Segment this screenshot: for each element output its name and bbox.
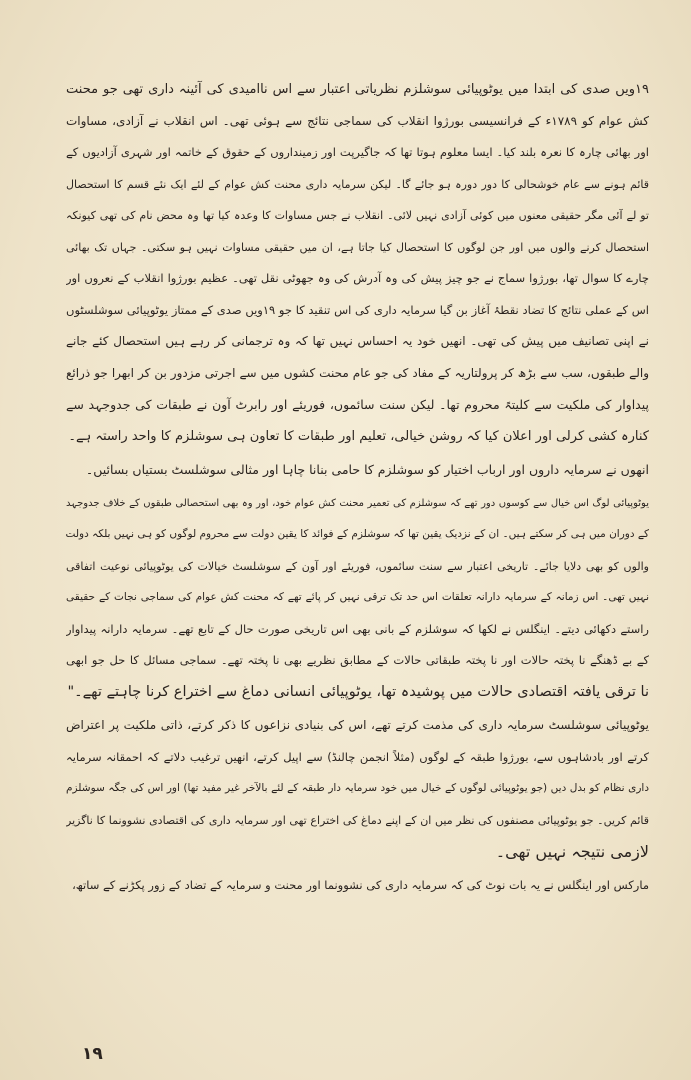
text-line: قائم کریں۔ جو یوٹوپیائی مصنفوں کی نظر میں ان کے اپنے دماغ کی اختراع تھی اور سرمایہ داری کی اقتصادی نشوونما کا ناگزیر — [66, 813, 649, 827]
text-line: نے اپنی تصانیف میں پیش کی تھی۔ انھیں خود یہ احساس نہیں تھا کہ وہ ترجمانی کر رہے ہیں استحصال کئے جانے — [66, 334, 649, 348]
text-line: کش عوام کو ۱۷۸۹ء کے فرانسیسی بورژوا انقلاب کی سماجی نتائج سے ہوئی تھی۔ اس انقلاب نے آزادی، مساوات — [66, 113, 649, 128]
text-line: انھوں نے سرمایہ داروں اور ارباب اختیار کو سوشلزم کا حامی بنانا چاہا اور مثالی سوشلسٹ بستیاں بسائیں۔ — [85, 462, 649, 477]
text-line: کرتے اور بادشاہوں سے، بورژوا طبقہ کے لوگوں (مثلاً انجمن چالنڈ) سے اپیل کرتے، انھیں ترغیب دلاتے کہ احمقانہ سرمایہ — [66, 749, 649, 764]
text-line: تو لے آئی مگر حقیقی معنوں میں کوئی آزادی نہیں لائی۔ انقلاب نے جس مساوات کا وعدہ کیا تھا وہ محض نام کی تھی کیونکہ — [66, 209, 649, 222]
text-line: چارے کا سوال تھا، بورژوا سماج نے جو چیز پیش کی وہ آدرش کی وہ جھوٹی نقل تھی۔ عظیم بورژوا انقلاب کے نعروں اور — [66, 271, 649, 285]
text-line: والوں کو بھی دلایا جائے۔ تاریخی اعتبار سے سنت سائموں، فوریئے اور آون کے سوشلسٹ خیالات کی یوٹوپیائی نوعیت اتفاقی — [66, 559, 649, 573]
text-line: اور بھائی چارہ کا نعرہ بلند کیا۔ ایسا معلوم ہوتا تھا کہ جاگیرپت اور زمینداروں کے حقوق کے خاتمہ اور شہری آزادیوں کے — [66, 145, 649, 159]
text-line: کے دوران میں ہی کر سکتے ہیں۔ ان کے نزدیک یقین تھا کہ سوشلزم کے فوائد کا یقین دولت سے محروم لوگوں کو ہی نہیں بلکہ دولت — [66, 528, 649, 540]
text-line: اس کے عملی نتائج کا تضاد نقطۂ آغاز بن گیا سرمایہ داری کی اس تنقید کا جو ۱۹ویں صدی کے ممتاز یوٹوپیائی سوشلسٹوں — [66, 302, 649, 317]
text-line: پیداوار کی ملکیت سے کلیتہً محروم تھا۔ لیکن سنت سائموں، فوریئے اور رابرٹ آون نے طبقات کی جدوجہد سے — [66, 397, 649, 412]
paragraph — [66, 454, 649, 486]
text-line: یوٹوپیائی لوگ اس خیال سے کوسوں دور تھے کہ سوشلزم کی تعمیر محنت کش عوام خود، اور وہ بھی استحصالی طبقوں کے خلاف جدوجہد — [66, 497, 649, 509]
text-line: یوٹوپیائی سوشلسٹ سرمایہ داری کی مذمت کرتے تھے، اس کی بنیادی نزاعوں کا ذکر کرتے، ذاتی ملکیت پر اعتراض — [66, 718, 649, 732]
page-number: ۱۹ — [82, 1044, 103, 1064]
text-line: لازمی نتیجہ نہیں تھی۔ — [495, 842, 649, 861]
text-line: مارکس اور اینگلس نے یہ بات نوٹ کی کہ سرمایہ داری کی نشوونما اور محنت و سرمایہ کے تضاد کے زور پکڑنے کے ساتھ، — [72, 877, 649, 892]
text-line: راستے دکھائی دیتے۔ اینگلس نے لکھا کہ سوشلزم کے بانی بھی اس تاریخی صورت حال کے تابع تھے۔ سرمایہ دارانہ پیداوار — [66, 621, 649, 636]
text-line: کنارہ کشی کرلی اور اعلان کیا کہ روشن خیالی، تعلیم اور طبقات کا تعاون ہی سوشلزم کا واحد راستہ ہے۔ — [68, 428, 649, 444]
text-line: کے بے ڈھنگے نا پختہ حالات اور نا پختہ طبقاتی حالات کے مطابق نظریے بھی نا پختہ تھے۔ سماجی مسائل کا حل جو ابھی — [66, 653, 649, 667]
paragraph — [66, 488, 649, 709]
paragraph — [66, 870, 649, 902]
paragraph — [66, 74, 649, 452]
text-line: والے طبقوں، سب سے بڑھ کر پرولتاریہ کے مفاد کی جو عام محنت کشوں میں سے اجرتی مزدور بن کر ابھرا جو ذرائع — [66, 365, 649, 380]
text-line: داری نظام کو بدل دیں (جو یوٹوپیائی لوگوں کے خیال میں خود سرمایہ دار طبقہ کے لئے بالآخر غیر مفید تھا) اور اس کی جگہ سوشلزم — [66, 782, 649, 794]
text-line: استحصال کرنے والوں میں اور جن لوگوں کا استحصال کیا جاتا ہے، ان میں حقیقی مساوات نہیں ہو سکتی۔ جہاں تک بھائی — [66, 240, 649, 254]
body-text — [66, 74, 649, 901]
text-line: نہیں تھی۔ اس زمانہ کے سرمایہ دارانہ تعلقات اس حد تک ترقی نہیں کر پائے تھے کہ محنت کش عوام کی سماجی نجات کے حقیقی — [66, 591, 649, 603]
paragraph — [66, 710, 649, 868]
text-line: قائم ہونے سے عام خوشحالی کا دور دورہ ہو جائے گا۔ لیکن سرمایہ داری محنت کش عوام کے لئے ایک نئے قسم کا استحصال — [66, 177, 649, 191]
text-line: نا ترقی یافتہ اقتصادی حالات میں پوشیدہ تھا، یوٹوپیائی انسانی دماغ سے اختراع کرنا چاہتے تھے۔" — [67, 683, 649, 700]
text-line: ۱۹ویں صدی کی ابتدا میں یوٹوپیائی سوشلزم نظریاتی اعتبار سے اس ناامیدی کی آئینہ داری تھی جو محنت — [66, 82, 649, 97]
